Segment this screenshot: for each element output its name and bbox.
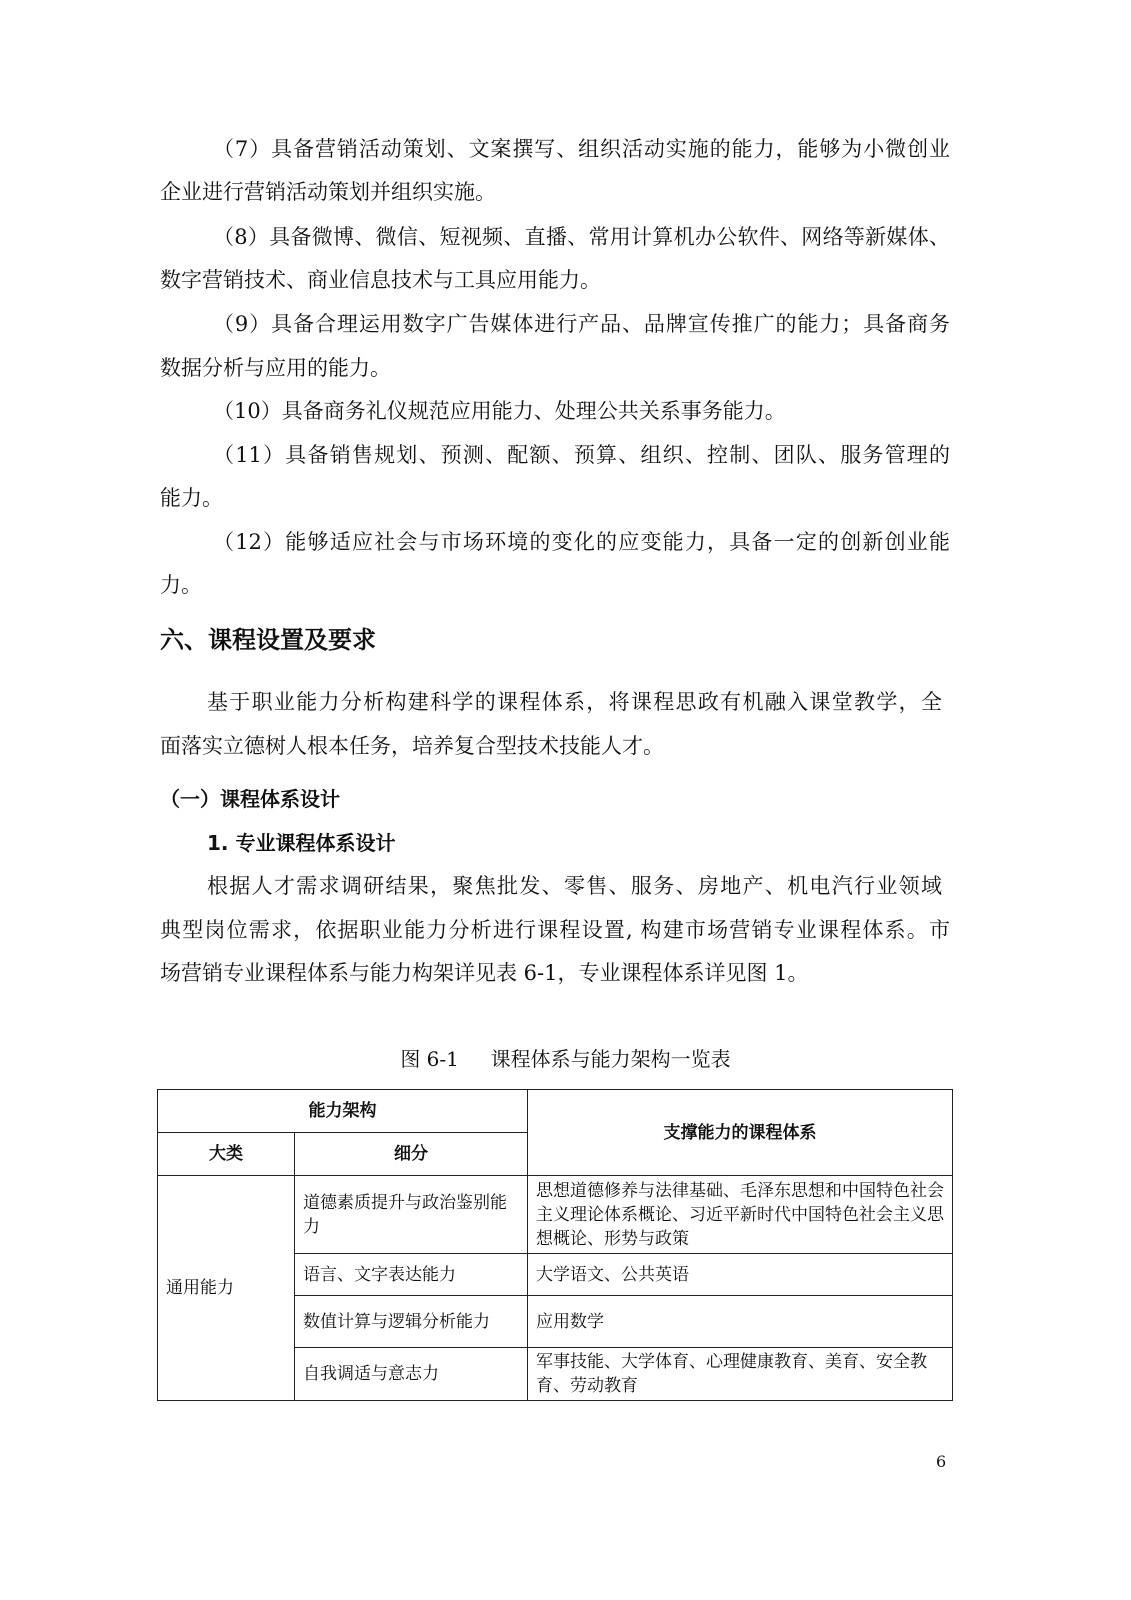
courses-cell: 大学语文、公共英语 bbox=[528, 1254, 953, 1296]
paragraph-7-line-2: 企业进行营销活动策划并组织实施。 bbox=[160, 180, 496, 204]
subcategory-cell: 自我调适与意志力 bbox=[295, 1348, 528, 1401]
ability-course-table bbox=[157, 1089, 953, 1401]
intro-line-1: 基于职业能力分析构建科学的课程体系，将课程思政有机融入课堂教学，全 bbox=[207, 690, 942, 714]
header-major-category: 大类 bbox=[158, 1133, 295, 1176]
courses-cell: 应用数学 bbox=[528, 1296, 953, 1348]
subcategory-cell: 语言、文字表达能力 bbox=[295, 1254, 528, 1296]
subcategory-cell: 数值计算与逻辑分析能力 bbox=[295, 1296, 528, 1348]
body-line-1: 根据人才需求调研结果，聚焦批发、零售、服务、房地产、机电汽行业领域 bbox=[207, 874, 942, 898]
paragraph-8-line-2: 数字营销技术、商业信息技术与工具应用能力。 bbox=[160, 268, 601, 292]
subsubsection-title: 1. 专业课程体系设计 bbox=[207, 831, 396, 855]
paragraph-8-line-1: （8）具备微博、微信、短视频、直播、常用计算机办公软件、网络等新媒体、 bbox=[213, 225, 950, 249]
header-ability-framework: 能力架构 bbox=[158, 1090, 528, 1133]
courses-cell: 思想道德修养与法律基础、毛泽东思想和中国特色社会主义理论体系概论、习近平新时代中国特色社会主义思想概论、形势与政策 bbox=[528, 1176, 953, 1254]
paragraph-10-line-1: （10）具备商务礼仪规范应用能力、处理公共关系事务能力。 bbox=[213, 399, 786, 423]
paragraph-9-line-2: 数据分析与应用的能力。 bbox=[160, 356, 391, 380]
page-number: 6 bbox=[936, 1452, 947, 1471]
header-supporting-courses: 支撑能力的课程体系 bbox=[528, 1090, 953, 1176]
table-caption: 图 6-1 课程体系与能力架构一览表 bbox=[400, 1047, 731, 1071]
subsection-title: （一）课程体系设计 bbox=[160, 787, 340, 811]
category-cell: 通用能力 bbox=[158, 1176, 295, 1401]
body-line-2: 典型岗位需求，依据职业能力分析进行课程设置, 构建市场营销专业课程体系。市 bbox=[160, 918, 950, 942]
subcategory-cell: 道德素质提升与政治鉴别能力 bbox=[295, 1176, 528, 1254]
paragraph-11-line-1: （11）具备销售规划、预测、配额、预算、组织、控制、团队、服务管理的 bbox=[213, 443, 950, 467]
header-subcategory: 细分 bbox=[295, 1133, 528, 1176]
section-title: 六、课程设置及要求 bbox=[160, 626, 376, 654]
paragraph-11-line-2: 能力。 bbox=[160, 486, 223, 510]
paragraph-12-line-1: （12）能够适应社会与市场环境的变化的应变能力，具备一定的创新创业能 bbox=[213, 530, 950, 554]
table-row bbox=[158, 1176, 953, 1254]
paragraph-7-line-1: （7）具备营销活动策划、文案撰写、组织活动实施的能力，能够为小微创业 bbox=[213, 137, 950, 161]
paragraph-12-line-2: 力。 bbox=[160, 573, 202, 597]
paragraph-9-line-1: （9）具备合理运用数字广告媒体进行产品、品牌宣传推广的能力；具备商务 bbox=[213, 312, 950, 336]
intro-line-2: 面落实立德树人根本任务，培养复合型技术技能人才。 bbox=[160, 734, 664, 758]
body-line-3: 场营销专业课程体系与能力构架详见表 6-1，专业课程体系详见图 1。 bbox=[160, 961, 809, 985]
courses-cell: 军事技能、大学体育、心理健康教育、美育、安全教育、劳动教育 bbox=[528, 1348, 953, 1401]
